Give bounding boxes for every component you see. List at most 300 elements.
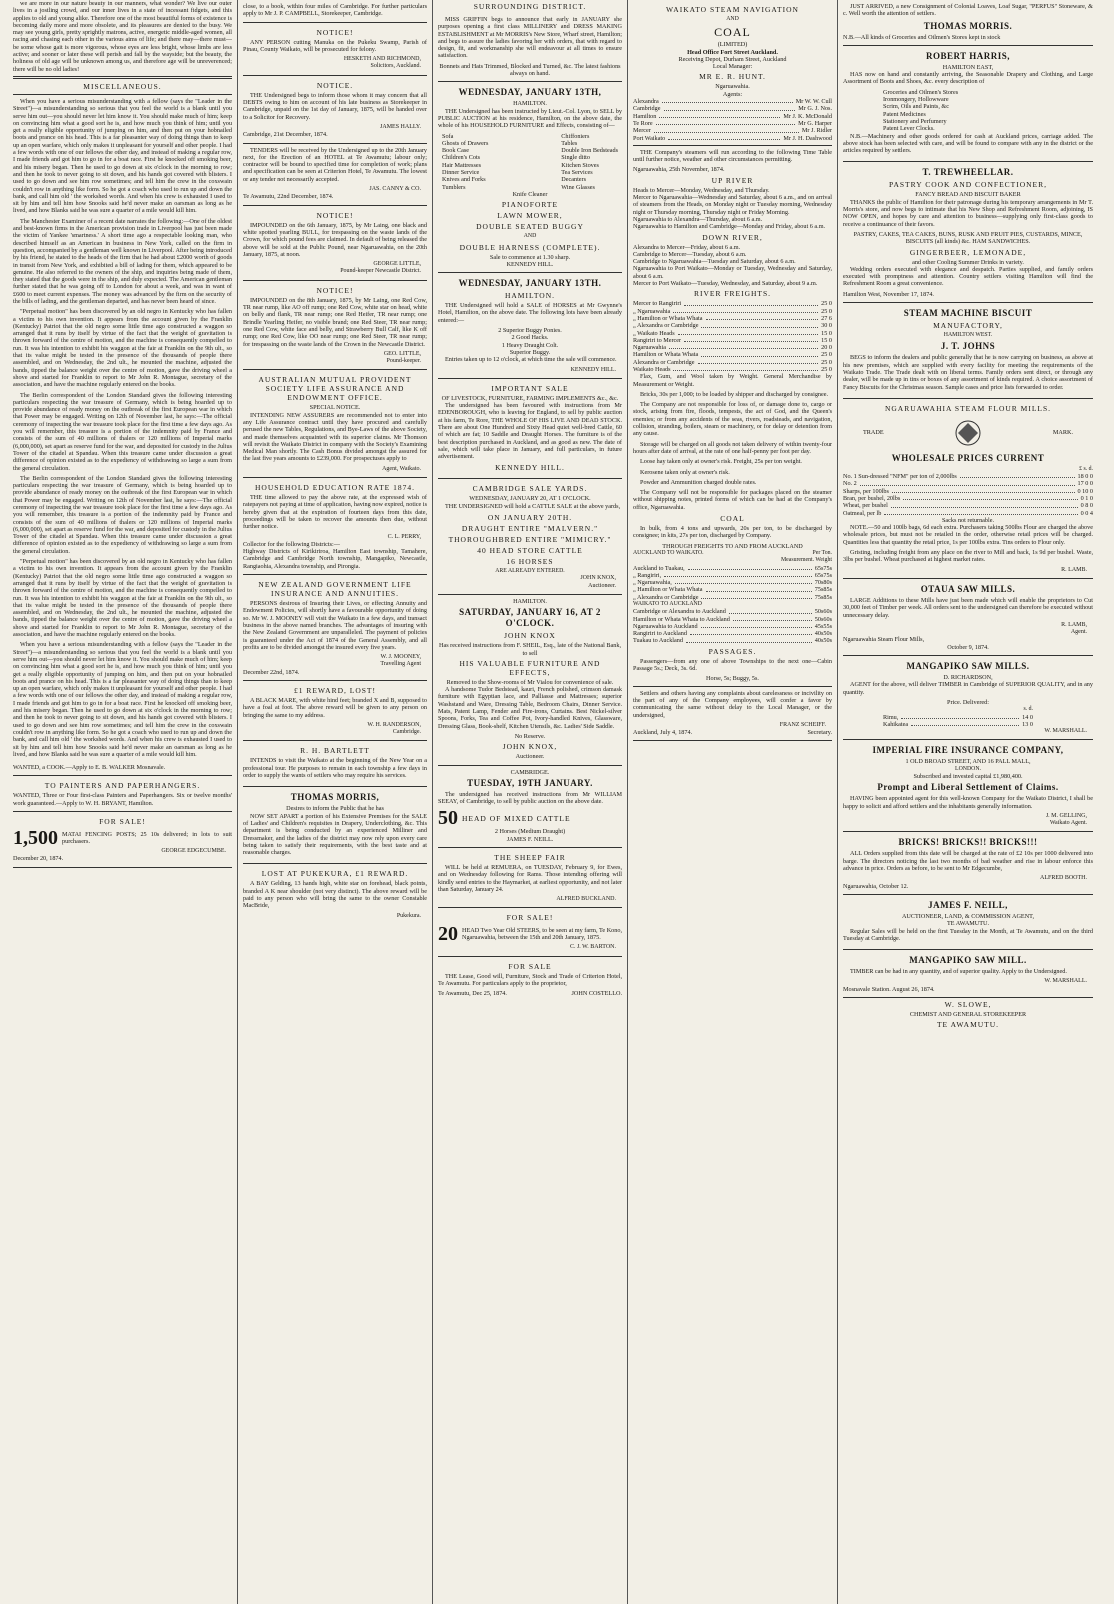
neill-ad xyxy=(843,895,1093,950)
furniture-item: Double Iron Bedsteads xyxy=(561,147,618,155)
notice-impounded-bull xyxy=(243,206,427,281)
settlers-date: Auckland, July 4, 1874. xyxy=(633,729,693,737)
freight-row-value: 15 0 xyxy=(821,336,832,344)
coal-company-heading: COAL xyxy=(714,25,751,40)
amp-heading: AUSTRALIAN MUTUAL PROVIDENT SOCIETY LIFE ASSURANCE AND ENDOWMENT OFFICE. xyxy=(258,375,412,403)
furniture-item: Tumblers xyxy=(442,183,466,191)
horse-sale-ad xyxy=(438,273,622,379)
w2a-row-value: 50s xyxy=(823,637,832,645)
hay-text: Loose hay taken only at owner's risk. Freight, 25s per ton weight. xyxy=(640,458,802,466)
through-row-value: 85s xyxy=(823,593,832,601)
freight-row-leader xyxy=(669,344,818,349)
rate-districts: Highway Districts of Kirikiriroa, Hamilton East township, Tamahere, Cambridge and Cambridge North township, Mangapiko, Newcastle, Rangiaohia, Alexandra township, and Pirongia. xyxy=(243,548,427,570)
agent-row-value: Mr W. W. Cull xyxy=(795,98,832,106)
lost-ad xyxy=(243,864,427,923)
freights-heading: RIVER FREIGHTS. xyxy=(693,289,772,299)
knox-signature-2: Auctioneer. xyxy=(515,753,545,761)
company-office: Head Office Fort Street Auckland. xyxy=(687,48,778,56)
biscuit-place: HAMILTON WEST. xyxy=(943,332,993,339)
bartlett-text: INTENDS to visit the Waikato at the beginning of the New Year on a professional tour. He purposes to remain in each township a few days in order to supply the wants of settlers who may require his services. xyxy=(243,757,427,780)
through-row-leader xyxy=(664,572,812,577)
horses-list xyxy=(438,327,622,356)
cambridge-entered: ARE ALREADY ENTERED. xyxy=(495,568,565,575)
harris-nb: N.B.—Machinery and other goods ordered for cash at Auckland prices, carriage added. The above stock has been selected with care, and will be found to compare with any in the district or the articles required by settlers. xyxy=(843,132,1093,155)
mangapiko-mill-ad xyxy=(843,950,1093,998)
wholesale-row-leader xyxy=(891,502,1078,507)
berlin-article: The Berlin correspondent of the London Standard gives the following interesting particulars respecting the war treasure of Germany, which is being hoarded up to provide abundance of ready money on the outbreak of the first European war in which that Power may be engaged. Writing on 12th of November last, he says:—The official ceremony of inspecting the war treasure took place for the first time a few days ago. As you will remember, this treasure is a portion of the indemnity paid by France and consists of the sum of 40 millions of thalers or 120 millions of Imperial marks (6,000,000), set apart as reserve fund for the war, and deposited for custody in the Julius Tower of the citadel at Spandau. When this treasure came under discussion a great difference of opinion existed as to the expediency of withdrawing so large a sum from the general circulation. xyxy=(13,391,232,472)
agent-row-label: Te Rore xyxy=(633,119,653,127)
cambridge-sale-ad xyxy=(438,479,622,594)
harris-item: Ironmongery, Hollowware xyxy=(883,96,949,104)
wholesale-row-label: Bran, per bushel, 20lbs xyxy=(843,494,901,502)
price-row-leader xyxy=(901,714,1019,719)
through-row-leader xyxy=(675,579,812,584)
up-river-list xyxy=(633,187,832,231)
company-depot: Receiving Depot, Durham Street, Auckland xyxy=(678,55,787,63)
forsale-heading: FOR SALE! xyxy=(99,816,146,826)
through-row-leader xyxy=(688,565,812,570)
wholesale-row-value: 17 0 0 xyxy=(1077,480,1093,488)
company-and: AND xyxy=(726,16,739,22)
chemist-place: TE AWAMUTU. xyxy=(936,1020,1000,1030)
wholesale-row-label: Sharps, per 100lbs xyxy=(843,487,889,495)
knox-signature: JOHN KNOX, xyxy=(502,742,558,752)
marshall-signature: W. MARSHALL. xyxy=(1044,728,1087,735)
agent-row-leader xyxy=(656,120,795,125)
lost-heading: LOST AT PUKEKURA, £1 REWARD. xyxy=(261,869,409,879)
campbell-text: close, to a book, within four miles of Cambridge. For further particulars apply to Mr J. P. CAMPBELL, Storekeeper, Cambridge. xyxy=(243,3,427,18)
prices-heading: Price. Delivered: xyxy=(947,698,989,706)
bricks-ad xyxy=(843,832,1093,894)
coal-heading: COAL xyxy=(720,514,745,524)
passages-text: Passengers—from any one of above Townships to the next one—Cabin Passage 5s.; Deck, 3s. 6d. xyxy=(633,657,832,673)
through-row-leader xyxy=(701,594,811,599)
misc-heading: MISCELLANEOUS. xyxy=(83,81,162,91)
important-sub: OF LIVESTOCK, FURNITURE, FARMING IMPLEMENTS &c., &c. xyxy=(441,394,619,402)
freight-row-leader xyxy=(684,300,818,305)
through-row-label: „ Rangiriri, xyxy=(633,571,662,579)
furniture-item: Tables xyxy=(561,139,578,147)
agent-row-value: Mr J. H. Dashwood xyxy=(783,134,832,142)
agent-row-value: Mr J. K. McDonald xyxy=(783,112,832,120)
prices-table xyxy=(843,714,1093,729)
johns-heading: J. T. JOHNS xyxy=(940,341,996,352)
up-river-item: Mercer to Ngaruawahia—Wednesday and Saturday, about 6 a.m., and on arrival of steamers from the Heads, on Monday night or Tuesday morning, Wednesday night or Thursday morning, Thursday night or Friday Morning. xyxy=(633,194,832,216)
w2a-row-leader xyxy=(729,608,812,613)
through-row-label: Auckland to Tuakau, xyxy=(633,564,685,572)
through-row-label: „ Alexandra or Cambridge xyxy=(633,593,699,601)
freight-row-label: „ Waikato Heads xyxy=(633,329,675,337)
trew-ginger-2: and other Cooling Summer Drinks in variety. xyxy=(912,258,1024,266)
cambridge-on: ON JANUARY 20TH. xyxy=(487,513,573,523)
imperial-text: HAVING been appointed agent for this well-known Company for the Waikato District, I shall be happy to solicit and afford settlers and the inhabitants generally information. xyxy=(843,795,1093,810)
knox-heading: JOHN KNOX xyxy=(504,631,556,641)
notice-heading: NOTICE! xyxy=(316,27,354,37)
freight-row-label: „ Hamilton or Whata Whata xyxy=(633,314,703,322)
agent-row-value: Mr G. J. Nos. xyxy=(798,105,832,113)
through-row xyxy=(633,565,832,572)
painters-text: WANTED, Three or Four first-class Painters and Paperhangers. Six or twelve months' work guaranteed.—Apply to W. H. BRYANT, Hamilton. xyxy=(13,792,232,807)
freight-row xyxy=(633,337,832,344)
through-table xyxy=(633,565,832,601)
down-river-item: Ngaruawahia to Port Waikato—Monday or Tuesday, Wednesday and Saturday, about 6 a.m. xyxy=(633,265,832,280)
wholesale-heading: WHOLESALE PRICES CURRENT xyxy=(891,452,1045,463)
agent-row xyxy=(633,98,832,105)
column-2 xyxy=(238,0,433,1604)
perpetual-article: "Perpetual motion" has been discovered by an old negro in Kentucky who has fallen a victim to his own invention. It appears from the account given by the Franklin (Kentucky) Patriot that the old negro some little time ago constructed a waggon so arranged that it runs by itself by virtue of the fact that the weight of gravitation is thrown forward of the centre of motion, and the machine is consequently compelled to run. It was his intention to exhibit his waggon at the fair at Franklin on the 9th ult., so that its value might be tested in the presence of the thousands of people there assembled, and on Wednesday, the 2nd ult., he mounted the machine, adjusted the bands, tipped the balance weight over the centre of motion, gave the driving wheel a shove and started for Franklin to report to Mr John R. Montague, secretary of the association, and have the machine regularly entered on the books. xyxy=(13,308,232,389)
timetable-text: THE Company's steamers will run according to the following Time Table until further notice, weather and other circumstances permitting. xyxy=(633,148,832,164)
through-row-leader xyxy=(706,586,812,591)
sale-date-heading: WEDNESDAY, JANUARY 13TH, xyxy=(458,87,602,98)
freight-row-leader xyxy=(698,359,819,364)
wholesale-row-leader xyxy=(884,510,1077,515)
cook-ad-text: WANTED, a COOK.—Apply to E. B. WALKER Mosnavale. xyxy=(13,764,166,772)
nzgl-signature: W. J. MOONEY, xyxy=(380,654,421,661)
lease-place: Te Awamutu, Dec 25, 1874. xyxy=(438,990,507,998)
morris-ad xyxy=(243,787,427,864)
harris-item: Patent Medicines xyxy=(883,110,926,118)
notice-impounded-cattle xyxy=(243,281,427,371)
imperial-capital: Subscribed and invested capital £1,980,400. xyxy=(913,773,1023,780)
lease-signature: JOHN COSTELLO. xyxy=(571,990,622,998)
price-row-leader xyxy=(911,721,1019,726)
nzgl-signature-2: Travelling Agent xyxy=(380,661,421,668)
notice-text: THE Undersigned begs to inform those whom it may concern that all DEBTS owing to him on account of his late business as Storekeeper in Cambridge, unpaid on the 1st day of January, 1875, will be handed over to a Solicitor for Recovery. xyxy=(243,91,427,121)
steers-signature: C. J. W. BARTON. xyxy=(569,944,616,951)
mangapiko-heading: MANGAPIKO SAW MILLS. xyxy=(906,661,1030,672)
sale-time: Sale to commence at 1.30 sharp. xyxy=(489,253,571,261)
rate-signature-2: Collector for the following Districts:— xyxy=(243,540,340,548)
freight-row-label: Rangiriri to Mercer xyxy=(633,336,682,344)
forsale-heading-2: FOR SALE xyxy=(508,961,552,971)
harris-item: Groceries and Oilmen's Stores xyxy=(883,88,959,96)
w2a-heading: WAIKATO TO AUCKLAND xyxy=(633,601,702,607)
notice-manuka xyxy=(243,23,427,76)
through-heading: THROUGH FREIGHTS TO AND FROM AUCKLAND xyxy=(662,542,803,550)
agent-row xyxy=(633,113,832,120)
through-row-value: 75s xyxy=(823,564,832,572)
imperial-prompt: Prompt and Liberal Settlement of Claims. xyxy=(877,782,1059,793)
freight-row xyxy=(633,344,832,351)
w2a-row-leader xyxy=(733,616,812,621)
down-river-item: Mercer to Port Waikato—Tuesday, Wednesday, and Saturday, about 9 a.m. xyxy=(633,280,818,288)
rate-ad xyxy=(243,478,427,575)
price-row-value: 13 0 xyxy=(1022,720,1033,728)
freight-row-label: „ Alexandra or Cambridge xyxy=(633,322,699,330)
biscuit-ad xyxy=(843,303,1093,399)
agents-heading: Agents: xyxy=(722,90,743,98)
company-manager-label: Local Manager: xyxy=(712,63,753,71)
rate-text: THE time allowed to pay the above rate, at the expressed wish of ratepayers not paying at time of application, having now expired, notice is hereby given that at the expiration of fourteen days from this date, proceedings will be taken to recover the amounts then due, without further notice. xyxy=(243,494,427,531)
griffin-text: MISS GRIFFIN begs to announce that early in JANUARY she purposes opening a first class MILLINERY and DRESS MAKING ESTABLISHMENT at Mr MORRIS's New Store, Wharf street, Hamilton; and begs to assure the ladies favoring her with orders, that with regard to design, fit, and workmanship she will endeavour at all times to ensure satisfaction. xyxy=(438,16,622,60)
furniture-sale-ad xyxy=(438,82,622,273)
freight-row-leader xyxy=(684,337,818,342)
freight-row-label: Alexandra or Cambridge xyxy=(633,358,695,366)
mill-heading: NGARUAWAHIA STEAM FLOUR MILLS. xyxy=(884,403,1052,413)
w2a-row-value: 40s xyxy=(814,630,824,638)
notice-text: IMPOUNDED on the 6th January, 1875, by Mr Laing, one black and white spotted yearling BULL, for trespassing on the waste lands of the Crown, for which pound fees are claimed. In default of being released the above will be sold at the Public Pound, near Ngaruawahia, on the 20th January, 1875, at noon. xyxy=(243,221,427,258)
down-river-item: Alexandra to Mercer—Friday, about 6 a.m. xyxy=(633,243,741,251)
bricks-date: Ngaruawahia, October 12. xyxy=(843,882,909,890)
freight-row-value: 25 0 xyxy=(821,358,832,366)
wholesale-table xyxy=(843,473,1093,517)
agent-row-label: Port Waikato xyxy=(633,134,666,142)
wholesale-row xyxy=(843,495,1093,502)
w2a-row-leader xyxy=(690,630,812,635)
notice-text: IMPOUNDED on the 8th January, 1875, by Mr Laing, one Red Cow, TR near rump, like AO off rump; one Red Cow, white star on head, white on belly and flank, TR near rump; one Red Heifer, TR near rump; one Brindle Yearling Heifer, no visible brand; one Red Steer, TR near rump; one Red Cow, white face and belly, and Strawberry Bull Calf, like K off rump; one Red Cow, like OO near rump; one Red Steer, TR near rump; for trespassing on the waste lands of the Crown in the Newcastle District. xyxy=(243,296,427,348)
morris-store-ad xyxy=(843,0,1093,46)
griffin-ad xyxy=(438,13,622,82)
col-pound: £ xyxy=(1079,465,1083,472)
knox-noreserve: No Reserve. xyxy=(514,732,546,740)
storage-text: Storage will be charged on all goods not taken delivery of within twenty-four hours after date of arrival, at the rate of one half-penny per foot per day. xyxy=(633,440,832,455)
w2a-row-value: 40s xyxy=(814,637,824,645)
price-row-label: Rimu, xyxy=(883,713,899,721)
sheep-text: WILL be held at REMUERA, on TUESDAY, February 9, for Ewes, and on Wednesday following for Rams. Those intending offering will kindly send entries to the Haymarket, at earliest opportunity, and not later than Saturday, January 24. xyxy=(438,864,622,893)
w2a-row xyxy=(633,616,832,623)
sale-text: THE Undersigned has been instructed by Lieut.-Col. Lyon, to SELL by PUBLIC AUCTION at his residence, Hamilton, on the above date, the whole of his HOUSEHOLD FURNITURE and Effects, consisting of— xyxy=(438,107,622,130)
wholesale-row-leader xyxy=(860,480,1075,485)
mangapiko2-text: TIMBER can be had in any quantity, and of superior quality. Apply to the Undersigned. xyxy=(850,968,1067,976)
freight-row xyxy=(633,359,832,366)
neill-heading: JAMES F. NEILL, xyxy=(928,899,1008,910)
freight-row-value: 25 0 xyxy=(821,351,832,359)
cambridge-date: WEDNESDAY, JANUARY 20, AT 1 O'CLOCK. xyxy=(469,495,591,503)
wholesale-row xyxy=(843,510,1093,517)
w2a-row-value: 50s xyxy=(814,608,824,616)
freight-row-leader xyxy=(673,366,818,371)
horse-sale-signature: KENNEDY HILL. xyxy=(570,366,616,373)
neill-text: Regular Sales will be held on the first Tuesday in the Month, at Te Awamutu, and on the third Tuesday at Cambridge. xyxy=(843,927,1093,942)
johns-text: BEGS to inform the dealers and public generally that he is now carrying on business, as above at his new premises, which are supplied with every facility for meeting the requirements of the Waikato Trade. The Trade dealt with on liberal terms. Family orders sent direct, or through any dealer, will be made up in tins or boxes of any assortment of kinds required. A choice assortment of Fancy Biscuits for the Christmas season. Sample cases and price lists forwarded to order. xyxy=(843,354,1093,391)
up-river-item: Heads to Mercer—Monday, Wednesday, and Thursday. xyxy=(633,186,770,194)
wholesale-row-leader xyxy=(903,495,1077,500)
liability-text: The Company are not responsible for loss of, or damage done to, cargo or stock, arising from fire, floods, tempests, the act of God, and the Queen's enemies; or from any accidents of the seas, rivers, roadsteads, and navigation, collision, stranding, boilers, steam or machinery, or for delay or detention from any cause. xyxy=(633,401,832,438)
mangapiko2-date: Mosnavale Station. August 26, 1874. xyxy=(843,985,935,993)
lost-place: Pukekura. xyxy=(396,912,421,919)
w2a-row-leader xyxy=(701,623,812,628)
rate-heading: HOUSEHOLD EDUCATION RATE 1874. xyxy=(255,483,415,493)
down-river-heading: DOWN RIVER, xyxy=(702,232,763,242)
w2a-row-label: Hamilton or Whata Whata to Auckland xyxy=(633,615,730,623)
freights-table xyxy=(633,300,832,373)
cattle-number: 50 xyxy=(438,807,458,830)
mower-line: LAWN MOWER, xyxy=(497,211,563,221)
morris-store-text: JUST ARRIVED, a new Consignment of Colonial Loaves, Loaf Sugar, "PERFUS" Stoneware, & c. Well worth the attention of settlers. xyxy=(843,3,1093,18)
agent-row xyxy=(633,105,832,112)
furniture-item: Kitchen Stoves xyxy=(561,161,599,169)
freight-row-label: „ Ngaruawahia xyxy=(633,307,671,315)
w2a-row-value: 50s xyxy=(823,630,832,638)
trademark-icon xyxy=(948,419,988,447)
wholesale-note: NOTE.—50 and 100lb bags, 6d each extra. Purchasers taking 500lbs Flour are charged the above wholesale prices, but must not be retailed in the order, otherwise retail prices will be charged. Quantities less that quantity the retail price, 1s per 100lbs extra. Tins orders to Flour only. xyxy=(843,524,1093,546)
w2a-row-value: 55s xyxy=(823,622,832,630)
freight-row-label: Waikato Heads xyxy=(633,365,671,373)
morris-heading: THOMAS MORRIS, xyxy=(290,792,380,803)
through-row xyxy=(633,586,832,593)
reward-signature: W. H. RANDERSON, xyxy=(367,721,421,728)
rate-signature: C. L. PERRY, xyxy=(387,533,421,540)
furniture-item: Wine Glasses xyxy=(561,183,595,191)
knox-date: SATURDAY, JANUARY 16, AT 2 O'CLOCK. xyxy=(459,607,601,629)
furniture-item: Chiffoniers xyxy=(561,132,590,140)
w2a-row xyxy=(633,608,832,615)
agent-row xyxy=(633,127,832,134)
cattle-sub: 2 Horses (Medium Draught) xyxy=(494,828,566,836)
lease-ad xyxy=(438,957,622,1002)
freight-row-value: 20 0 xyxy=(821,344,832,352)
knox-text-2: HIS VALUABLE FURNITURE AND EFFECTS, xyxy=(459,658,601,677)
agent-row-leader xyxy=(668,135,780,140)
nzgl-text: PERSONS desirous of Insuring their Lives, or effecting Annuity and Endowment Policies, will shortly have a favourable opportunity of doing so. Mr W. J. MOONEY will visit the Waikato in a few days, and transact business in the above named branches. The advantages of insuring with the New Zealand Government are unparalleled. The payment of policies is guaranteed under the Act of 1874 of the General Assembly, and all profits are to be divided amongst the insured every five years. xyxy=(243,600,427,651)
column-3 xyxy=(433,0,628,1604)
cambridge-text: THE UNDERSIGNED will hold a CATTLE SALE at the above yards, xyxy=(445,502,621,510)
w2a-row xyxy=(633,623,832,630)
tenders-text: TENDERS will be received by the Undersigned up to the 20th January next, for the Erection of an HOTEL at Te Awamutu; labour only; contractor will be bound to specified time for completion of work; plans and specification can be seen at Criterion Hotel, Te Awamutu. The lowest or any tender not necessarily accepted. xyxy=(243,146,427,183)
harris-list xyxy=(843,89,1093,133)
w2a-row-label: Rangiriri to Auckland xyxy=(633,630,687,638)
lease-text: THE Lease, Good will, Furniture, Stock and Trade of Criterion Hotel, Te Awamutu. For particulars apply to the proprietor, xyxy=(438,972,622,988)
freight-row-value: 30 0 xyxy=(821,322,832,330)
agent-row-label: Hamilton xyxy=(633,112,657,120)
items-right-list xyxy=(561,133,618,191)
agent-row-value: Mr J. Ridler xyxy=(801,127,832,135)
mangapiko2-heading: MANGAPIKO SAW MILL. xyxy=(909,955,1027,966)
freight-row-value: 15 0 xyxy=(821,329,832,337)
notice-signature: GEORGE LITTLE, xyxy=(373,261,421,268)
bartlett-ad xyxy=(243,741,427,787)
through-row-label: „ Hamilton or Whata Whata xyxy=(633,586,703,594)
sheep-fair-ad xyxy=(438,848,622,908)
freight-row xyxy=(633,300,832,307)
and-line: AND xyxy=(523,233,537,240)
trew-list: PASTRY, CAKES, TEA CAKES, BUNS, RUSK AND FRUIT PIES, CUSTARDS, MINCE, BISCUITS (all kinds) &c. HAM SANDWICHES. xyxy=(853,230,1083,246)
steers-ad xyxy=(438,908,622,956)
freight-row xyxy=(633,322,832,329)
passages-heading: PASSAGES. xyxy=(708,646,757,656)
freight-row-value: 27 6 xyxy=(821,314,832,322)
column-4 xyxy=(628,0,838,1604)
otaua-text: LARGE Additions to these Mills have just been made which will enable the proprietors to Cut 30,000 feet of Timber per week. All orders sent to the undersigned can therefore be executed without unnecessary delay. xyxy=(843,596,1093,619)
bricks-heading: BRICKS! BRICKS!! BRICKS!!! xyxy=(898,837,1038,848)
wholesale-row-label: Oatmeal, per lb xyxy=(843,509,882,517)
harris-place: HAMILTON EAST, xyxy=(942,63,994,71)
company-manager-name: MR E. R. HUNT. xyxy=(699,72,766,82)
passages-text-2: Horse, 5s; Buggy, 5s. xyxy=(706,675,759,683)
knox-text: Has received instructions from F. SHEIL, Esq., late of the National Bank, to sell xyxy=(439,642,621,657)
notice-text: ANY PERSON cutting Manuka on the Pukeku Swamp, Parish of Pinau, County Waikato, will be prosecuted for felony. xyxy=(243,38,427,53)
wholesale-row-value: 0 8 0 xyxy=(1080,502,1093,510)
knox-sale-ad xyxy=(438,595,622,766)
horse-sale-heading: WEDNESDAY, JANUARY 13TH. xyxy=(458,278,602,289)
chemist-heading: CHEMIST AND GENERAL STOREKEEPER xyxy=(909,1011,1027,1019)
cambridge-heading: CAMBRIDGE SALE YARDS. xyxy=(472,484,588,494)
furniture-item: Decanters xyxy=(561,176,587,184)
mangapiko2-signature: W. MARSHALL. xyxy=(1044,978,1087,985)
imperial-signature: J. M. GELLING, xyxy=(1045,812,1087,819)
wholesale-row-label: No. 1 Sun-dressed "NFM" per ton of 2,000lbs xyxy=(843,473,957,481)
horse-item: 1 Heavy Draught Colt. xyxy=(501,341,559,349)
price-row-label: Kahikatea xyxy=(883,720,909,728)
agent-row xyxy=(633,135,832,142)
important-heading: IMPORTANT SALE xyxy=(491,383,569,393)
trew-date: Hamilton West, November 17, 1874. xyxy=(843,290,934,298)
company-manager-place: Ngaruawahia. xyxy=(715,83,750,91)
reward-signature-2: Cambridge. xyxy=(392,729,421,736)
morris-sub: Desires to inform the Public that he has xyxy=(286,805,384,813)
down-river-item: Cambridge to Ngaruawahia—Tuesday and Saturday, about 6 a.m. xyxy=(633,258,796,266)
cambridge-cattle: 40 HEAD STORE CATTLE xyxy=(477,546,583,556)
agent-row-leader xyxy=(664,105,796,110)
furniture-item: Knives and Forks xyxy=(442,176,486,184)
freight-row-leader xyxy=(678,330,819,335)
morris-text: NOW SET APART a portion of his Extensive Premises for the SALE of Ladies' and Children's requisites in Drapery, Underclothing, &c. This department is being conducted by an experienced Milliner and Dressmaker, and the ladies of the district may now rely upon every care being taken to satisfy their requirements, with the best taste and at reasonable charges. xyxy=(243,812,427,857)
important-text: The undersigned has been favoured with instructions from Mr EDENBOROUGH, who is leaving for England, to sell by public auction at his farm, Te Rore, THE WHOLE OF HIS LIVE AND DEAD STOCK. There are about One Hundred and Sixty Head quiet well-bred Cattle, 60 of which are fat; 10 Saddle and Draught Horses. The furniture is of the best description purchased in Auckland, and as good as new. The date of sale, which will take place in January, and full particulars, in future advertisement. xyxy=(438,402,622,461)
through-row-value: 70s xyxy=(814,579,824,587)
agent-row-leader xyxy=(659,113,780,118)
freight-row xyxy=(633,330,832,337)
lost-text: A BAY Gelding, 13 hands high, white star on forehead, black points, branded A K near shoulder (not very distinct). The above reward will be paid to any person who will bring the same to the owner Constable MacBride, xyxy=(243,880,427,910)
furniture-item: Book Case xyxy=(442,147,469,155)
cattle-sale-ad xyxy=(438,766,622,848)
horse-sale-text-2: Entries taken up to 12 o'clock, at which time the sale will commence. xyxy=(445,356,617,364)
column-5 xyxy=(838,0,1098,1604)
packages-text: The Company will not be responsible for packages placed on the steamer without shipping notes, printed forms of which can be had at the Company's office, Ngaruawahia. xyxy=(633,489,832,511)
misc-article-cont: When you have a serious misunderstanding with a fellow (says the "Leader in the Street")—a misunderstanding so serious that you feel the world is a blank until you serve him out—you should never let him know it. You should make much of him; keep on convincing him what a good sort he is, and how much you think of him; until you get a really eligible opportunity of jumping on him, and then put on your hobnailed boots and prance on his head. This is a far pleasanter way of doing things than to keep up an open warfare, which only makes it unpleasant for yourself and other people. I had a few words with one of our fellows the other day, and instead of making a regular row, I made friends and got him to go in for a boat race. First he knocked off smoking beer, and his misery began. Then he used to go down at six o'clock in the morning to row; and then he took to never going to sit down, and his hands got covered with blisters. I used to go down and see him row sometimes; and tell him the crew in the coxswain couldn't row in anything like form. So he got a coach who used to run up and down the bank, and call him old ' the workshed words. And when his crew is exhausted I used to sit by him and tell him how Snooks said he'd never make an oarsman as long as he lived, and how Blanks said he was sure a quarter of a mile would kill him. xyxy=(13,641,232,758)
freight-row-label: Ngaruawahia xyxy=(633,344,666,352)
posts-ad xyxy=(13,812,232,868)
notice-signature-2: Pound-keeper. xyxy=(386,358,421,365)
manchester-article: The Manchester Examiner of a recent date narrates the following:—One of the oldest and best-known firms in the American provision trade in Liverpool has just been made the victim of Yankee 'smartness.' A short time ago a respectable looking man, who described himself as an American in business in New York, called on the firm in question, accompanied by a gentleman well known in Liverpool. After being introduced by his friend, he stated to the heads of the firm that he had about £2000 worth of goods in transit from New York, and exhibited a bill of lading for them, which appeared to be genuine. He also referred to the owners of the ship, and inquiries being made of them, they stated that the goods were in the ship, and duly expected. The American gentleman further stated that he was going off to London for about a week, and was in want of £600 to meet current expenses. The money was advanced by the firm on the security of the bills of lading, and the gentleman departed, and has never been heard of since. xyxy=(13,217,232,305)
posts-number: 1,500 xyxy=(13,826,58,849)
furniture-item: Sofa xyxy=(442,132,454,140)
harris-text: HAS now on hand and constantly arriving, the Seasonable Drapery and Clothing, and Large Assortment of Boots and Shoes, &c. every description of xyxy=(843,71,1093,86)
horse-item: Superior Buggy. xyxy=(509,348,551,356)
harris-item: Scrim, Oils and Paints, &c xyxy=(883,103,949,111)
amp-signature: Agent, Waikato. xyxy=(382,465,421,472)
wholesale-row xyxy=(843,473,1093,480)
horse-sale-text: THE Undersigned will hold a SALE of HORSES at Mr Gwynne's Hotel, Hamilton, on the above date. The following lots have been already entered:— xyxy=(438,302,622,324)
wholesale-row-value: 0 1 0 xyxy=(1080,494,1093,502)
settlers-signature-2: Secretary. xyxy=(807,729,832,737)
w2a-row-value: 60s xyxy=(823,615,832,623)
steam-navigation-ad xyxy=(633,0,832,741)
mark-label: MARK. xyxy=(1052,429,1073,437)
through-col-4: Weight xyxy=(815,557,832,564)
flax-text: Flax, Gum, and Wool taken by Weight. General Merchandise by Measurement or Weight. xyxy=(633,373,832,388)
through-row-value: 75s xyxy=(814,586,824,594)
trew-text: THANKS the public of Hamilton for their patronage during his temporary arrangements in Mr T. Morris's store, and now begs to intimate that his New Shop and Refreshment Room, adjoining, IS NOW OPEN, and hopes by care and attention to business—supplying only first-class goods to receive a continuance of their favors. xyxy=(843,198,1093,228)
w2a-row xyxy=(633,630,832,637)
wholesale-row-value: 0 0 4 xyxy=(1080,509,1093,517)
furniture-item: Dinner Service xyxy=(442,169,480,177)
notice-date: Cambridge, 21st December, 1874. xyxy=(243,131,328,139)
perpetual-article-cont: "Perpetual motion" has been discovered by an old negro in Kentucky who has fallen a victim to his own invention. It appears from the account given by the Franklin (Kentucky) Patriot that the old negro some little time ago constructed a waggon so arranged that it runs by itself by virtue of the fact that the weight of gravitation is thrown forward of the centre of motion, and the machine is consequently compelled to run. It was his intention to exhibit his waggon at the fair at Franklin on the 9th ult., so that its value might be tested in the presence of the thousands of people there assembled, and on Wednesday, the 2nd ult., he mounted the machine, adjusted the bands, tipped the balance weight over the centre of motion, gave the driving wheel a shove and started for Franklin to report to Mr John R. Montague, secretary of the association, and have the machine regularly entered on the books. xyxy=(13,558,232,639)
trade-label: TRADE xyxy=(863,429,884,437)
notice-heading: NOTICE. xyxy=(316,80,354,90)
through-row-value: 85s xyxy=(823,586,832,594)
knox-list: A handsome Tudor Bedstead, kauri, French polished, crimson damask furniture with Egyptian lace, and Palliasse and Mattresses; superior Washstand and Ware, Dressing Table, Bedroom Chairs, Dinner Service. Mats, Patent Lamp, Fender and Fire-irons, Curtains. Best Nickel-silver Spoons, Forks, Tea and Coffee Pot, Ivory-handled Knives, Glassware, Dressing Glass, Book-shelf, Kitchen Utensils, &c. Ladies' Side Saddle. xyxy=(438,686,622,730)
posts-date: December 20, 1874. xyxy=(13,855,64,863)
knox-place: HAMILTON. xyxy=(513,597,547,605)
sheep-signature: ALFRED BUCKLAND. xyxy=(556,896,616,903)
richardson-text: AGENT for the above, will deliver TIMBER in Cambridge of SUPERIOR QUALITY, and in any quantity. xyxy=(843,681,1093,696)
col-pence: d. xyxy=(1088,465,1093,472)
neill-place: TE AWAMUTU. xyxy=(946,920,990,928)
freight-row-leader xyxy=(673,308,818,313)
otaua-heading: OTAUA SAW MILLS. xyxy=(920,583,1016,594)
notice-signature-2: Solicitors, Auckland. xyxy=(370,63,421,70)
